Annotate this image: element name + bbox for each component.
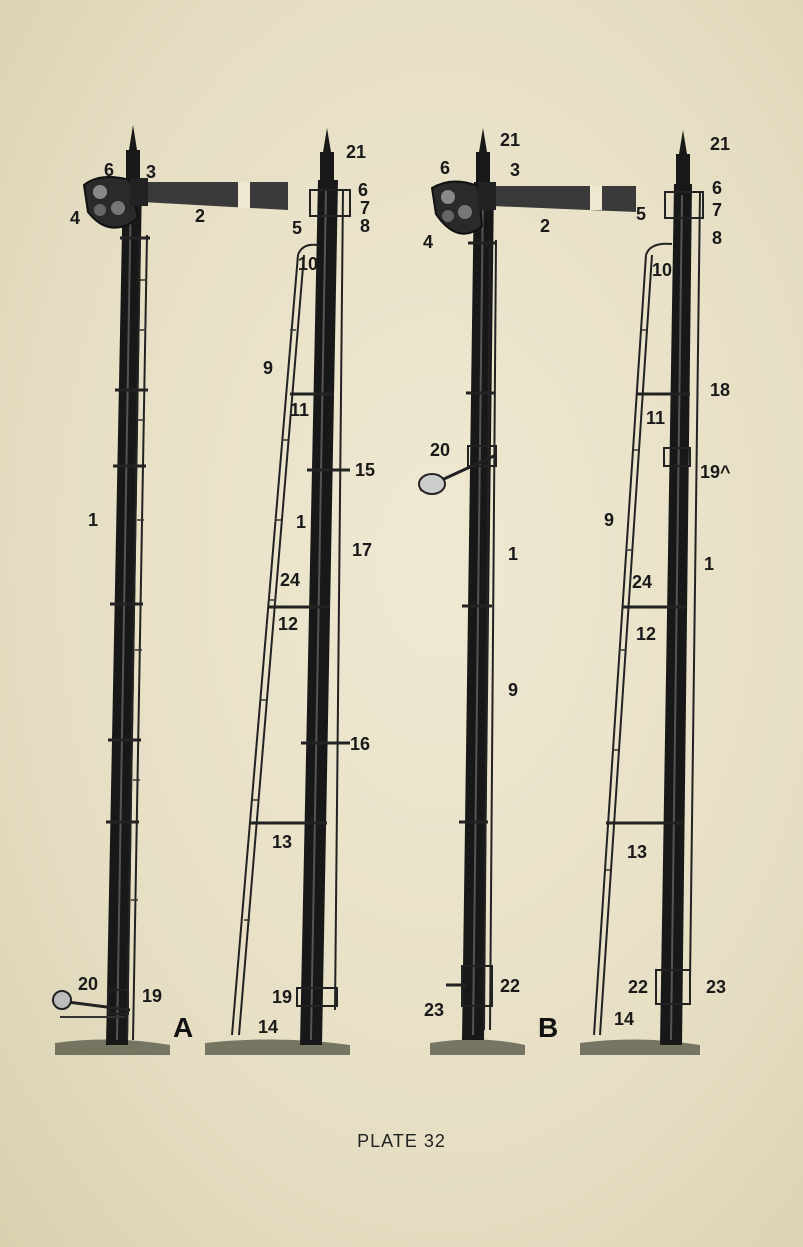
plate-caption: PLATE 32: [357, 1131, 446, 1151]
label-a2-15: 15: [355, 460, 376, 480]
label-a2-14: 14: [258, 1017, 279, 1037]
label-a1-20: 20: [78, 974, 99, 994]
figure-b-post-1: [419, 128, 636, 1055]
label-a2-1: 1: [296, 512, 307, 532]
label-b2-9: 9: [604, 510, 615, 530]
figure-letter-b: B: [538, 1012, 559, 1043]
label-b1-21: 21: [500, 130, 521, 150]
label-a2-8: 8: [360, 216, 371, 236]
label-a1-3: 3: [146, 162, 157, 182]
label-b1-22: 22: [500, 976, 521, 996]
label-b2-14: 14: [614, 1009, 635, 1029]
label-b2-5: 5: [636, 204, 647, 224]
label-a2-5: 5: [292, 218, 303, 238]
label-b2-23: 23: [706, 977, 727, 997]
label-a2-6: 6: [358, 180, 369, 200]
label-b1-3: 3: [510, 160, 521, 180]
label-a2-19: 19: [272, 987, 293, 1007]
label-a1-6: 6: [104, 160, 115, 180]
label-a2-21: 21: [346, 142, 367, 162]
label-b2-19a: 19^: [700, 462, 731, 482]
label-b2-24: 24: [632, 572, 653, 592]
label-b1-4: 4: [423, 232, 434, 252]
label-b1-23: 23: [424, 1000, 445, 1020]
label-a2-24: 24: [280, 570, 301, 590]
label-a2-16: 16: [350, 734, 371, 754]
label-b2-21: 21: [710, 134, 731, 154]
label-b2-7: 7: [712, 200, 723, 220]
label-b2-6: 6: [712, 178, 723, 198]
label-a2-9: 9: [263, 358, 274, 378]
label-b2-18: 18: [710, 380, 731, 400]
label-a2-17: 17: [352, 540, 373, 560]
label-b1-1: 1: [508, 544, 519, 564]
label-a2-13: 13: [272, 832, 293, 852]
label-a1-2: 2: [195, 206, 206, 226]
label-b1-20: 20: [430, 440, 451, 460]
figure-a-post-1: [52, 125, 288, 1055]
label-b2-1: 1: [704, 554, 715, 574]
label-a1-1: 1: [88, 510, 99, 530]
label-a2-10: 10: [298, 254, 319, 274]
label-a1-4: 4: [70, 208, 81, 228]
figure-a-post-2: [205, 128, 350, 1055]
label-b2-13: 13: [627, 842, 648, 862]
label-a2-7: 7: [360, 198, 371, 218]
label-b2-11: 11: [646, 408, 666, 428]
label-b1-2: 2: [540, 216, 551, 236]
label-a2-11: 11: [290, 400, 310, 420]
label-b2-12: 12: [636, 624, 657, 644]
label-b2-22: 22: [628, 977, 649, 997]
figure-b-post-2: [580, 130, 703, 1055]
label-b2-10: 10: [652, 260, 673, 280]
label-b2-8: 8: [712, 228, 723, 248]
label-b1-9: 9: [508, 680, 519, 700]
figure-letter-a: A: [173, 1012, 194, 1043]
label-a1-19: 19: [142, 986, 163, 1006]
label-b1-6: 6: [440, 158, 451, 178]
label-a2-12: 12: [278, 614, 299, 634]
